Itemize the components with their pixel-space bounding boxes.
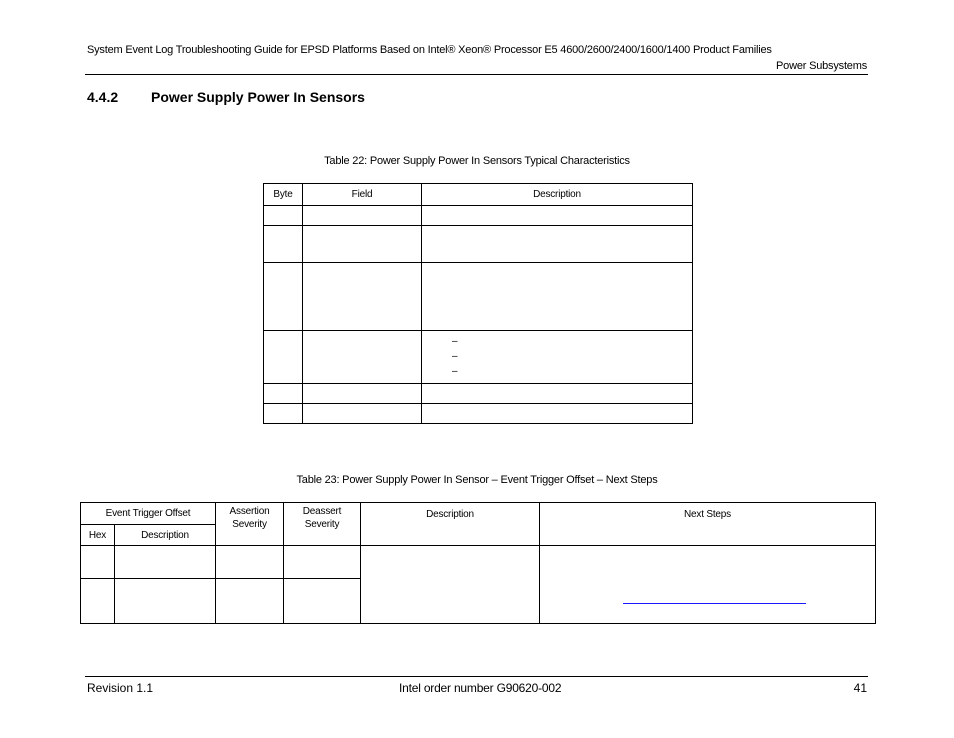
table23-header-event-trigger-offset: Event Trigger Offset — [81, 503, 216, 525]
table23-header-hex: Hex — [81, 525, 115, 546]
table-row — [81, 546, 876, 579]
table-row — [264, 404, 693, 424]
dash-bullet: – — [452, 351, 458, 362]
footer-divider — [85, 676, 868, 677]
footer-order-number: Intel order number G90620-002 — [399, 681, 562, 695]
dash-bullet: – — [452, 366, 458, 377]
table-row — [264, 331, 693, 384]
table23-header-next-steps: Next Steps — [540, 503, 876, 546]
table23 — [80, 502, 876, 624]
table22-header-description: Description — [422, 184, 693, 206]
dash-bullet: – — [452, 336, 458, 347]
header-section: Power Subsystems — [776, 60, 867, 72]
page-number: 41 — [853, 681, 867, 695]
header-divider — [85, 74, 868, 75]
footer-revision: Revision 1.1 — [87, 681, 154, 695]
table22 — [263, 183, 693, 424]
table22-header-field: Field — [303, 184, 422, 206]
table22-header-byte: Byte — [264, 184, 303, 206]
table-row — [264, 206, 693, 226]
table-row — [264, 263, 693, 331]
hyperlink-underline[interactable] — [623, 603, 806, 604]
header-title: System Event Log Troubleshooting Guide for EPSD Platforms Based on Intel® Xeon® Processor E5 4600/2600/2400/1600/1400 Product Families — [87, 44, 772, 56]
table23-header-deassert-severity: Deassert Severity — [284, 503, 361, 546]
table-row — [264, 226, 693, 263]
table23-header-description: Description — [361, 503, 540, 546]
table23-header-sub-description: Description — [115, 525, 216, 546]
table-row — [264, 384, 693, 404]
table23-caption: Table 23: Power Supply Power In Sensor – Event Trigger Offset – Next Steps — [296, 474, 658, 486]
table22-caption: Table 22: Power Supply Power In Sensors Typical Characteristics — [324, 155, 630, 167]
dash-list — [422, 331, 693, 384]
section-number: 4.4.2 — [87, 89, 119, 105]
section-title: Power Supply Power In Sensors — [151, 89, 365, 105]
table23-header-assertion-severity: Assertion Severity — [216, 503, 284, 546]
